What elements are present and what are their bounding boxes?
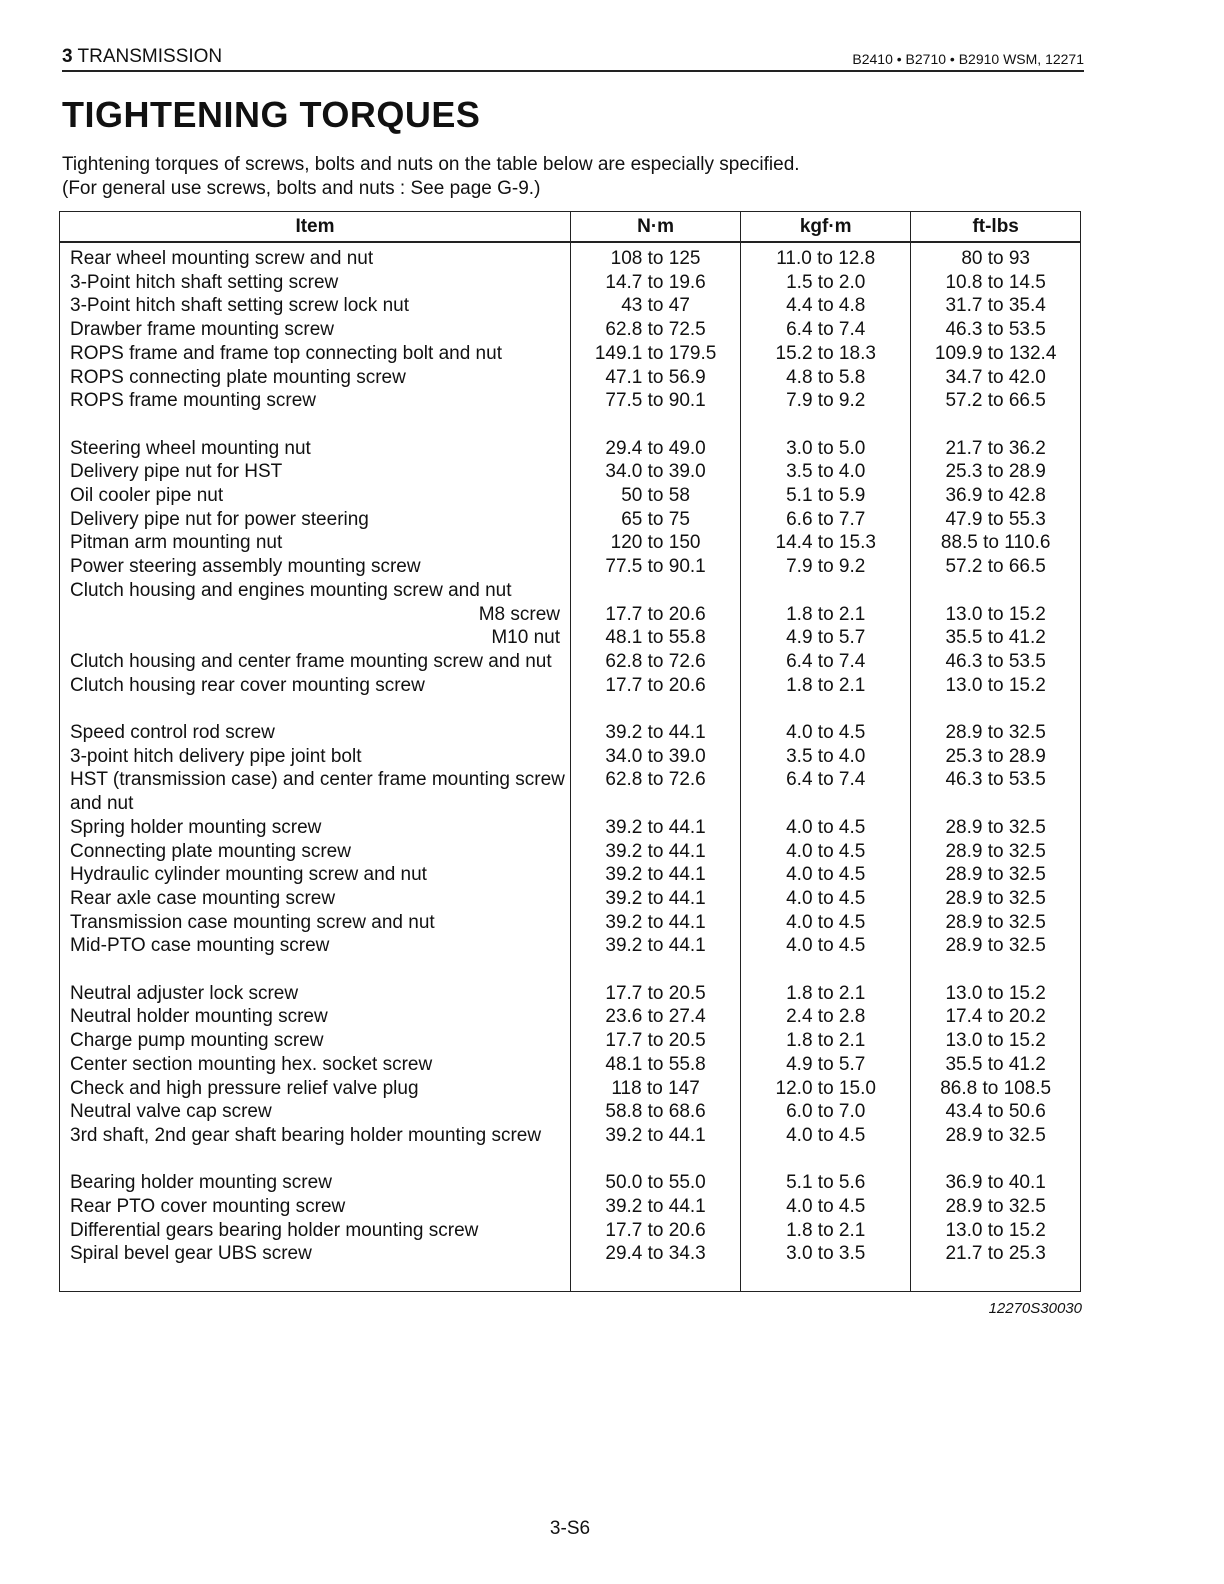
- kgfm-cell: 12.0 to 15.0: [741, 1077, 911, 1101]
- nm-cell: 149.1 to 179.5: [571, 342, 741, 366]
- nm-cell: 39.2 to 44.1: [571, 934, 741, 958]
- ftlbs-cell: 13.0 to 15.2: [945, 1219, 1046, 1241]
- ftlbs-cell: 21.7 to 36.2: [945, 437, 1046, 459]
- kgfm-cell: 15.2 to 18.3: [741, 342, 911, 366]
- nm-cell: 17.7 to 20.5: [571, 1029, 741, 1053]
- ftlbs-cell: 25.3 to 28.9: [945, 745, 1046, 767]
- nm-cell: 77.5 to 90.1: [571, 389, 741, 413]
- item-cell: Neutral adjuster lock screw: [60, 982, 571, 1006]
- column-header-item: Item: [60, 212, 571, 242]
- item-cell: ROPS connecting plate mounting screw: [60, 366, 571, 390]
- table-row: [60, 768, 1080, 815]
- item-cell: Rear PTO cover mounting screw: [60, 1195, 571, 1219]
- table-row: [60, 389, 1080, 413]
- nm-cell: 23.6 to 27.4: [571, 1005, 741, 1029]
- spacer-cell: [571, 958, 741, 982]
- item-cell: Mid-PTO case mounting screw: [60, 934, 571, 958]
- nm-cell: 77.5 to 90.1: [571, 555, 741, 579]
- page-number: 3-S6: [549, 1518, 591, 1539]
- ftlbs-cell: 28.9 to 32.5: [945, 816, 1046, 838]
- ftlbs-cell: 47.9 to 55.3: [945, 508, 1046, 530]
- column-header-nm: N·m: [571, 212, 741, 242]
- kgfm-cell: 4.0 to 4.5: [741, 911, 911, 935]
- table-row: [60, 1195, 1080, 1219]
- kgfm-cell: 6.4 to 7.4: [741, 768, 911, 815]
- nm-cell: 17.7 to 20.5: [571, 982, 741, 1006]
- ftlbs-cell: 28.9 to 32.5: [945, 840, 1046, 862]
- table-row: [60, 934, 1080, 958]
- item-cell: Hydraulic cylinder mounting screw and nut: [60, 863, 571, 887]
- item-cell: Clutch housing and center frame mounting screw and nut: [60, 650, 571, 674]
- ftlbs-cell: 28.9 to 32.5: [945, 935, 1046, 957]
- spacer-cell: [571, 1148, 741, 1172]
- kgfm-cell: 6.6 to 7.7: [741, 508, 911, 532]
- filler-row: [60, 1266, 1080, 1291]
- kgfm-cell: 4.0 to 4.5: [741, 721, 911, 745]
- page-title: TIGHTENING TORQUES: [62, 94, 481, 135]
- spacer-cell: [911, 1148, 1080, 1172]
- filler-cell: [741, 1266, 911, 1291]
- spacer-cell: [571, 413, 741, 437]
- filler-cell: [911, 1266, 1080, 1291]
- kgfm-cell: 4.0 to 4.5: [741, 934, 911, 958]
- item-cell: Pitman arm mounting nut: [60, 531, 571, 555]
- spacer-cell: [911, 958, 1080, 982]
- ftlbs-cell: 46.3 to 53.5: [945, 769, 1046, 791]
- item-cell: Clutch housing and engines mounting screw and nut: [60, 579, 571, 603]
- item-cell: 3rd shaft, 2nd gear shaft bearing holder mounting screw: [60, 1124, 571, 1148]
- kgfm-cell: 6.4 to 7.4: [741, 650, 911, 674]
- spacer-row: [60, 958, 1080, 982]
- item-cell: Charge pump mounting screw: [60, 1029, 571, 1053]
- nm-cell: 62.8 to 72.5: [571, 318, 741, 342]
- ftlbs-cell: 10.8 to 14.5: [945, 271, 1046, 293]
- spacer-cell: [911, 413, 1080, 437]
- table-row: [60, 650, 1080, 674]
- table-row: [60, 1100, 1080, 1124]
- column-header-ftlbs: ft-lbs: [911, 212, 1080, 242]
- nm-cell: 29.4 to 49.0: [571, 437, 741, 461]
- item-cell: Bearing holder mounting screw: [60, 1171, 571, 1195]
- ftlbs-cell: 13.0 to 15.2: [945, 1030, 1046, 1052]
- table-row: [60, 1124, 1080, 1148]
- item-cell: Spiral bevel gear UBS screw: [60, 1242, 571, 1266]
- nm-cell: 17.7 to 20.6: [571, 674, 741, 698]
- kgfm-cell: 7.9 to 9.2: [741, 555, 911, 579]
- table-row: [60, 863, 1080, 887]
- filler-cell: [571, 1266, 741, 1291]
- item-cell: Rear axle case mounting screw: [60, 887, 571, 911]
- item-cell: Delivery pipe nut for HST: [60, 460, 571, 484]
- table-row: [60, 911, 1080, 935]
- table-row: [60, 508, 1080, 532]
- item-cell: HST (transmission case) and center frame mounting screw and nut: [60, 768, 571, 815]
- kgfm-cell: 4.0 to 4.5: [741, 1195, 911, 1219]
- nm-cell: 62.8 to 72.6: [571, 650, 741, 674]
- table-row: [60, 294, 1080, 318]
- column-header-kgfm: kgf·m: [741, 212, 911, 242]
- table-row: [60, 887, 1080, 911]
- kgfm-cell: 4.8 to 5.8: [741, 366, 911, 390]
- nm-cell: 62.8 to 72.6: [571, 768, 741, 815]
- nm-cell: 39.2 to 44.1: [571, 1195, 741, 1219]
- ftlbs-cell: 46.3 to 53.5: [945, 650, 1046, 672]
- item-cell: 3-Point hitch shaft setting screw lock nut: [60, 294, 571, 318]
- nm-cell: 17.7 to 20.6: [571, 603, 741, 627]
- table-row: [60, 342, 1080, 366]
- ftlbs-cell: 80 to 93: [961, 248, 1030, 269]
- table-row: [60, 271, 1080, 295]
- table-row: [60, 318, 1080, 342]
- table-row: [60, 460, 1080, 484]
- nm-cell: 48.1 to 55.8: [571, 1053, 741, 1077]
- ftlbs-cell: 21.7 to 25.3: [945, 1243, 1046, 1265]
- table-row: [60, 1053, 1080, 1077]
- nm-cell: 58.8 to 68.6: [571, 1100, 741, 1124]
- nm-cell: 108 to 125: [571, 242, 741, 271]
- spacer-cell: [60, 958, 571, 982]
- section-title: TRANSMISSION: [77, 46, 223, 67]
- table-row: [60, 840, 1080, 864]
- spacer-cell: [741, 413, 911, 437]
- model-info: B2410 • B2710 • B2910 WSM, 12271: [852, 51, 1084, 67]
- ftlbs-cell: 13.0 to 15.2: [945, 982, 1046, 1004]
- ftlbs-cell: 13.0 to 15.2: [945, 674, 1046, 696]
- kgfm-cell: 4.4 to 4.8: [741, 294, 911, 318]
- ftlbs-cell: 28.9 to 32.5: [945, 1124, 1046, 1146]
- ftlbs-cell: 28.9 to 32.5: [945, 1196, 1046, 1218]
- table-row: [60, 366, 1080, 390]
- nm-cell: 65 to 75: [571, 508, 741, 532]
- item-cell: Neutral holder mounting screw: [60, 1005, 571, 1029]
- item-cell: Transmission case mounting screw and nut: [60, 911, 571, 935]
- kgfm-cell: 3.5 to 4.0: [741, 745, 911, 769]
- table-row: [60, 1171, 1080, 1195]
- table-row: [60, 745, 1080, 769]
- item-cell: Oil cooler pipe nut: [60, 484, 571, 508]
- table-row: [60, 982, 1080, 1006]
- spacer-cell: [741, 697, 911, 721]
- ftlbs-cell: 36.9 to 42.8: [945, 485, 1046, 507]
- nm-cell: 43 to 47: [571, 294, 741, 318]
- kgfm-cell: 3.0 to 3.5: [741, 1242, 911, 1266]
- item-cell: M8 screw: [60, 603, 571, 627]
- spacer-cell: [60, 1148, 571, 1172]
- ftlbs-cell: 28.9 to 32.5: [945, 911, 1046, 933]
- nm-cell: 34.0 to 39.0: [571, 745, 741, 769]
- table-row: [60, 626, 1080, 650]
- item-cell: Delivery pipe nut for power steering: [60, 508, 571, 532]
- nm-cell: 34.0 to 39.0: [571, 460, 741, 484]
- ftlbs-cell: 25.3 to 28.9: [945, 461, 1046, 483]
- nm-cell: [571, 579, 741, 603]
- spacer-cell: [571, 697, 741, 721]
- kgfm-cell: 14.4 to 15.3: [741, 531, 911, 555]
- kgfm-cell: 7.9 to 9.2: [741, 389, 911, 413]
- ftlbs-cell: 109.9 to 132.4: [934, 342, 1057, 364]
- table-row: [60, 1005, 1080, 1029]
- kgfm-cell: 3.0 to 5.0: [741, 437, 911, 461]
- item-cell: Differential gears bearing holder mounting screw: [60, 1219, 571, 1243]
- nm-cell: 39.2 to 44.1: [571, 816, 741, 840]
- section-heading: [62, 46, 222, 68]
- item-cell: Spring holder mounting screw: [60, 816, 571, 840]
- ftlbs-cell: 31.7 to 35.4: [945, 295, 1046, 317]
- nm-cell: 39.2 to 44.1: [571, 1124, 741, 1148]
- nm-cell: 50 to 58: [571, 484, 741, 508]
- table-row: [60, 555, 1080, 579]
- nm-cell: 50.0 to 55.0: [571, 1171, 741, 1195]
- ftlbs-cell: 28.9 to 32.5: [945, 887, 1046, 909]
- table-body: [60, 242, 1080, 1291]
- spacer-cell: [911, 697, 1080, 721]
- spacer-cell: [60, 413, 571, 437]
- spacer-row: [60, 413, 1080, 437]
- item-cell: 3-point hitch delivery pipe joint bolt: [60, 745, 571, 769]
- item-cell: M10 nut: [60, 626, 571, 650]
- item-cell: 3-Point hitch shaft setting screw: [60, 271, 571, 295]
- spacer-cell: [60, 697, 571, 721]
- ftlbs-cell: 46.3 to 53.5: [945, 319, 1046, 341]
- table-header-row: [60, 212, 1080, 242]
- table-row: [60, 484, 1080, 508]
- spacer-cell: [741, 1148, 911, 1172]
- kgfm-cell: 4.9 to 5.7: [741, 626, 911, 650]
- kgfm-cell: 4.0 to 4.5: [741, 840, 911, 864]
- kgfm-cell: 1.8 to 2.1: [741, 674, 911, 698]
- kgfm-cell: 4.0 to 4.5: [741, 863, 911, 887]
- table-row: [60, 603, 1080, 627]
- table-row: [60, 674, 1080, 698]
- nm-cell: 14.7 to 19.6: [571, 271, 741, 295]
- nm-cell: 39.2 to 44.1: [571, 887, 741, 911]
- ftlbs-cell: 35.5 to 41.2: [945, 1053, 1046, 1075]
- ftlbs-cell: 28.9 to 32.5: [945, 722, 1046, 744]
- kgfm-cell: 1.5 to 2.0: [741, 271, 911, 295]
- nm-cell: 39.2 to 44.1: [571, 863, 741, 887]
- intro-line: (For general use screws, bolts and nuts : See page G-9.): [62, 178, 541, 199]
- kgfm-cell: 1.8 to 2.1: [741, 1219, 911, 1243]
- ftlbs-cell: 28.9 to 32.5: [945, 864, 1046, 886]
- kgfm-cell: 6.4 to 7.4: [741, 318, 911, 342]
- item-cell: Neutral valve cap screw: [60, 1100, 571, 1124]
- table-row: [60, 816, 1080, 840]
- nm-cell: 120 to 150: [571, 531, 741, 555]
- spacer-cell: [741, 958, 911, 982]
- table-row: [60, 579, 1080, 603]
- item-cell: ROPS frame and frame top connecting bolt and nut: [60, 342, 571, 366]
- nm-cell: 39.2 to 44.1: [571, 721, 741, 745]
- kgfm-cell: 1.8 to 2.1: [741, 603, 911, 627]
- ftlbs-cell: 86.8 to 108.5: [940, 1077, 1052, 1099]
- intro-line: Tightening torques of screws, bolts and nuts on the table below are especially specified.: [62, 154, 800, 175]
- kgfm-cell: 4.0 to 4.5: [741, 1124, 911, 1148]
- table-row: [60, 242, 1080, 271]
- kgfm-cell: [741, 579, 911, 603]
- ftlbs-cell: 13.0 to 15.2: [945, 603, 1046, 625]
- table-row: [60, 721, 1080, 745]
- table-row: [60, 437, 1080, 461]
- spacer-row: [60, 697, 1080, 721]
- item-cell: Check and high pressure relief valve plug: [60, 1077, 571, 1101]
- torque-table: [59, 211, 1081, 1292]
- table-row: [60, 1219, 1080, 1243]
- item-cell: Drawber frame mounting screw: [60, 318, 571, 342]
- kgfm-cell: 4.0 to 4.5: [741, 816, 911, 840]
- ftlbs-cell: 17.4 to 20.2: [945, 1006, 1046, 1028]
- nm-cell: 39.2 to 44.1: [571, 911, 741, 935]
- item-cell: Connecting plate mounting screw: [60, 840, 571, 864]
- table-row: [60, 1242, 1080, 1266]
- kgfm-cell: 6.0 to 7.0: [741, 1100, 911, 1124]
- kgfm-cell: 5.1 to 5.9: [741, 484, 911, 508]
- item-cell: Power steering assembly mounting screw: [60, 555, 571, 579]
- filler-cell: [60, 1266, 571, 1291]
- kgfm-cell: 1.8 to 2.1: [741, 982, 911, 1006]
- ftlbs-cell: 57.2 to 66.5: [945, 556, 1046, 578]
- ftlbs-cell: 36.9 to 40.1: [945, 1172, 1046, 1194]
- table-row: [60, 1077, 1080, 1101]
- item-cell: Steering wheel mounting nut: [60, 437, 571, 461]
- kgfm-cell: 1.8 to 2.1: [741, 1029, 911, 1053]
- item-cell: Clutch housing rear cover mounting screw: [60, 674, 571, 698]
- ftlbs-cell: 34.7 to 42.0: [945, 366, 1046, 388]
- kgfm-cell: 2.4 to 2.8: [741, 1005, 911, 1029]
- kgfm-cell: 5.1 to 5.6: [741, 1171, 911, 1195]
- nm-cell: 17.7 to 20.6: [571, 1219, 741, 1243]
- nm-cell: 29.4 to 34.3: [571, 1242, 741, 1266]
- nm-cell: 39.2 to 44.1: [571, 840, 741, 864]
- table-row: [60, 1029, 1080, 1053]
- ftlbs-cell: 43.4 to 50.6: [945, 1101, 1046, 1123]
- item-cell: ROPS frame mounting screw: [60, 389, 571, 413]
- table-row: [60, 531, 1080, 555]
- nm-cell: 47.1 to 56.9: [571, 366, 741, 390]
- intro-text: [62, 153, 800, 201]
- item-cell: Rear wheel mounting screw and nut: [60, 242, 571, 271]
- nm-cell: 48.1 to 55.8: [571, 626, 741, 650]
- kgfm-cell: 4.9 to 5.7: [741, 1053, 911, 1077]
- spacer-row: [60, 1148, 1080, 1172]
- item-cell: Speed control rod screw: [60, 721, 571, 745]
- item-cell: Center section mounting hex. socket screw: [60, 1053, 571, 1077]
- nm-cell: 118 to 147: [571, 1077, 741, 1101]
- section-number: 3: [62, 46, 73, 67]
- ftlbs-cell: 35.5 to 41.2: [945, 627, 1046, 649]
- ftlbs-cell: [911, 579, 1080, 603]
- kgfm-cell: 3.5 to 4.0: [741, 460, 911, 484]
- kgfm-cell: 11.0 to 12.8: [741, 242, 911, 271]
- ftlbs-cell: 57.2 to 66.5: [945, 390, 1046, 412]
- page-header: [62, 46, 1084, 72]
- ftlbs-cell: 88.5 to 110.6: [940, 532, 1051, 554]
- document-code: 12270S30030: [988, 1300, 1082, 1317]
- kgfm-cell: 4.0 to 4.5: [741, 887, 911, 911]
